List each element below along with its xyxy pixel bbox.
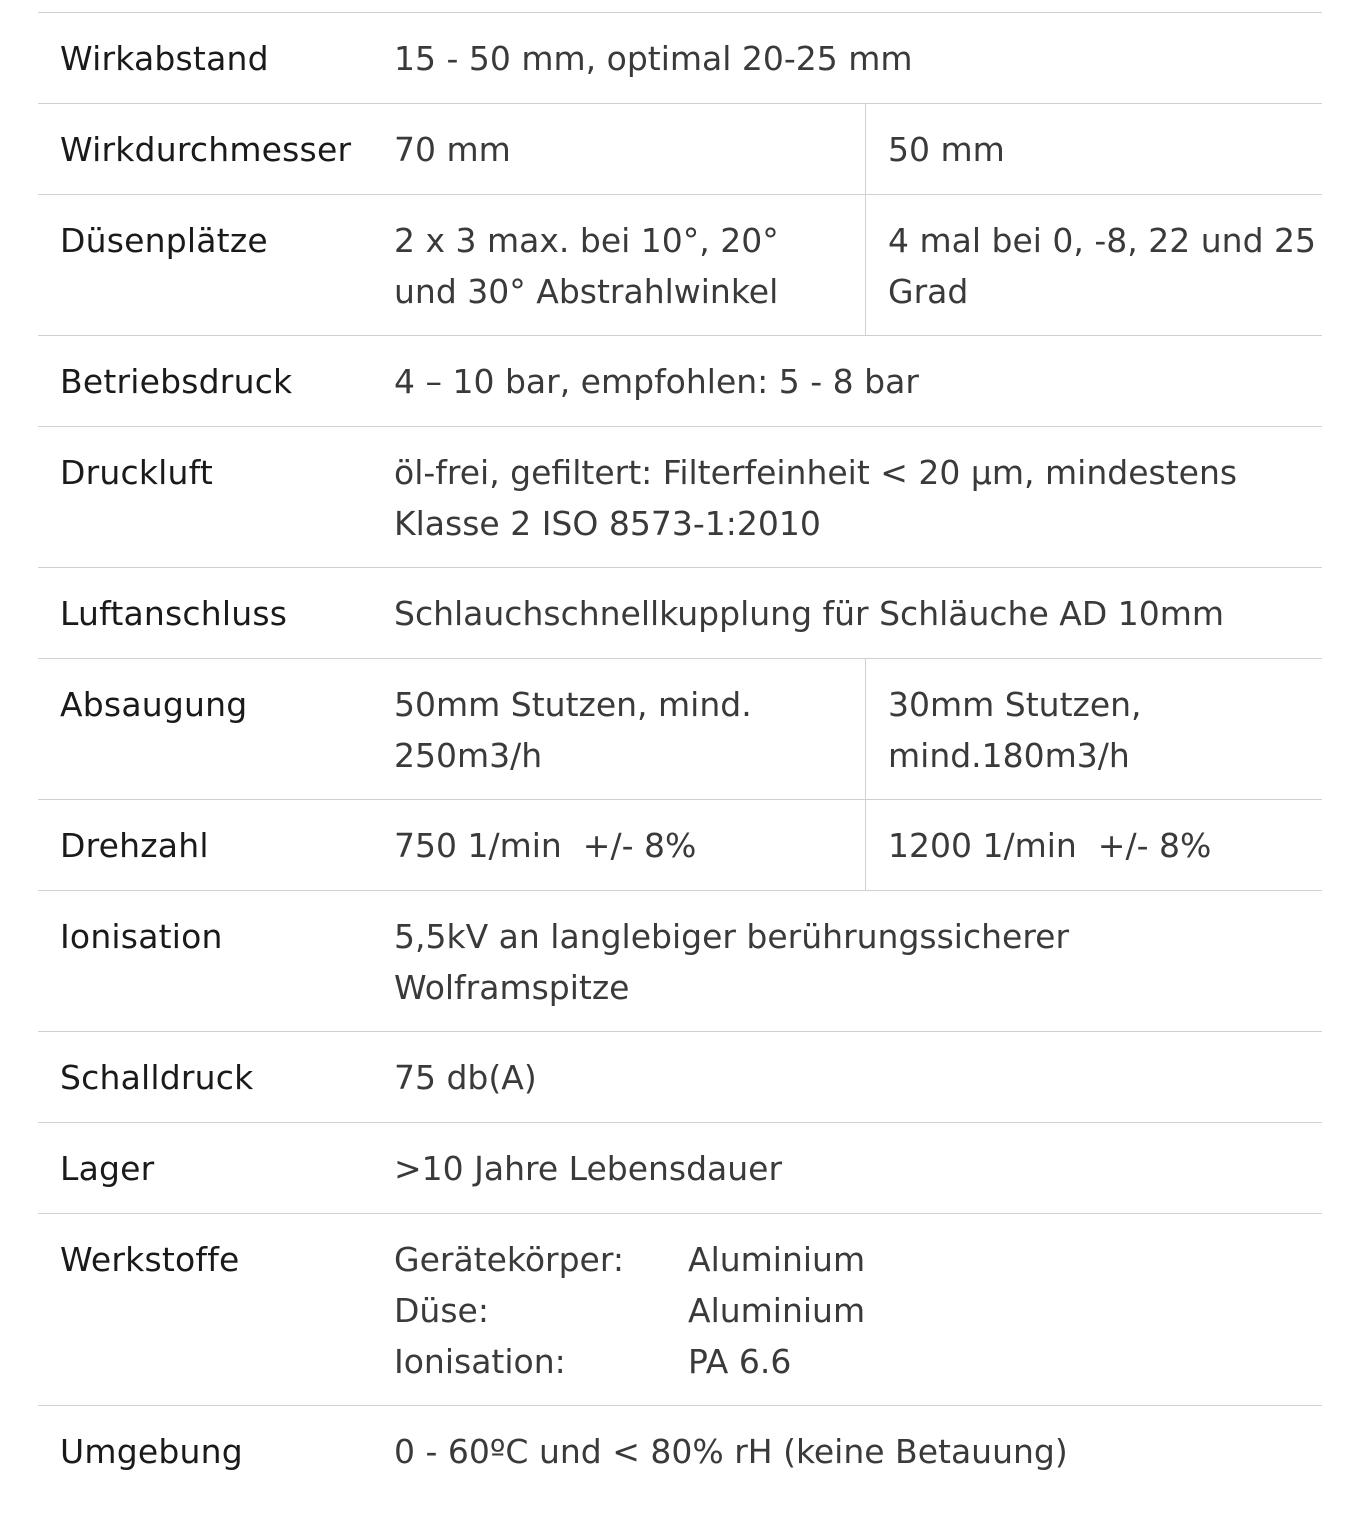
spec-label: Luftanschluss: [60, 594, 288, 633]
spec-label: Umgebung: [60, 1432, 243, 1471]
spec-value-variant-a: 2 x 3 max. bei 10°, 20° und 30° Abstrahlwinkel: [372, 195, 866, 335]
spec-row-wirkabstand: [38, 13, 1322, 104]
spec-label: Düsenplätze: [60, 221, 268, 260]
spec-value: 75 db(A): [394, 1058, 537, 1097]
spec-value-variant-b: 50 mm: [888, 130, 1005, 169]
material-part: Ionisation:: [394, 1342, 566, 1381]
spec-label: Wirkabstand: [60, 39, 269, 78]
spec-row-lager: [38, 1123, 1322, 1214]
material-name: PA 6.6: [688, 1342, 792, 1381]
spec-label: Ionisation: [60, 917, 223, 956]
spec-label: Betriebsdruck: [60, 362, 293, 401]
spec-label: Druckluft: [60, 453, 214, 492]
material-part: Gerätekörper:: [394, 1240, 624, 1279]
spec-label: Absaugung: [60, 685, 248, 724]
spec-value-variant-b: 4 mal bei 0, -8, 22 und 25 Grad: [888, 221, 1317, 311]
spec-value: 4 – 10 bar, empfohlen: 5 - 8 bar: [394, 362, 919, 401]
spec-row-druckluft: [38, 427, 1322, 568]
spec-value: öl-frei, gefiltert: Filterfeinheit < 20 µm, mindestens Klasse 2 ISO 8573-1:2010: [394, 453, 1238, 543]
spec-label: Drehzahl: [60, 826, 209, 865]
spec-table: [38, 12, 1322, 1497]
spec-value: Schlauchschnellkupplung für Schläuche AD 10mm: [394, 594, 1225, 633]
material-name: Aluminium: [688, 1240, 866, 1279]
materials-list: [372, 1214, 1322, 1405]
spec-row-schalldruck: [38, 1032, 1322, 1123]
spec-label: Werkstoffe: [60, 1240, 240, 1279]
spec-value: 0 - 60ºC und < 80% rH (keine Betauung): [394, 1432, 1068, 1471]
spec-row-ionisation: [38, 891, 1322, 1032]
spec-value-variant-b: 30mm Stutzen, mind.180m3/h: [888, 685, 1142, 775]
material-name: Aluminium: [688, 1291, 866, 1330]
spec-value: 15 - 50 mm, optimal 20-25 mm: [394, 39, 913, 78]
spec-row-luftanschluss: [38, 568, 1322, 659]
spec-row-drehzahl: [38, 800, 1322, 891]
spec-row-duesenplaetze: [38, 195, 1322, 336]
spec-label: Lager: [60, 1149, 155, 1188]
material-part: Düse:: [394, 1291, 489, 1330]
spec-value: 5,5kV an langlebiger berührungssicherer Wolframspitze: [394, 917, 1070, 1007]
spec-row-betriebsdruck: [38, 336, 1322, 427]
spec-row-umgebung: [38, 1406, 1322, 1497]
spec-label: Schalldruck: [60, 1058, 254, 1097]
spec-row-werkstoffe: [38, 1214, 1322, 1406]
spec-value-variant-a: 750 1/min +/- 8%: [372, 800, 866, 890]
spec-value-variant-a: 50mm Stutzen, mind. 250m3/h: [372, 659, 866, 799]
spec-row-wirkdurchmesser: [38, 104, 1322, 195]
spec-label: Wirkdurchmesser: [60, 130, 352, 169]
spec-value-variant-b: 1200 1/min +/- 8%: [888, 826, 1212, 865]
spec-row-absaugung: [38, 659, 1322, 800]
spec-value: >10 Jahre Lebensdauer: [394, 1149, 783, 1188]
spec-value-variant-a: 70 mm: [372, 104, 866, 194]
